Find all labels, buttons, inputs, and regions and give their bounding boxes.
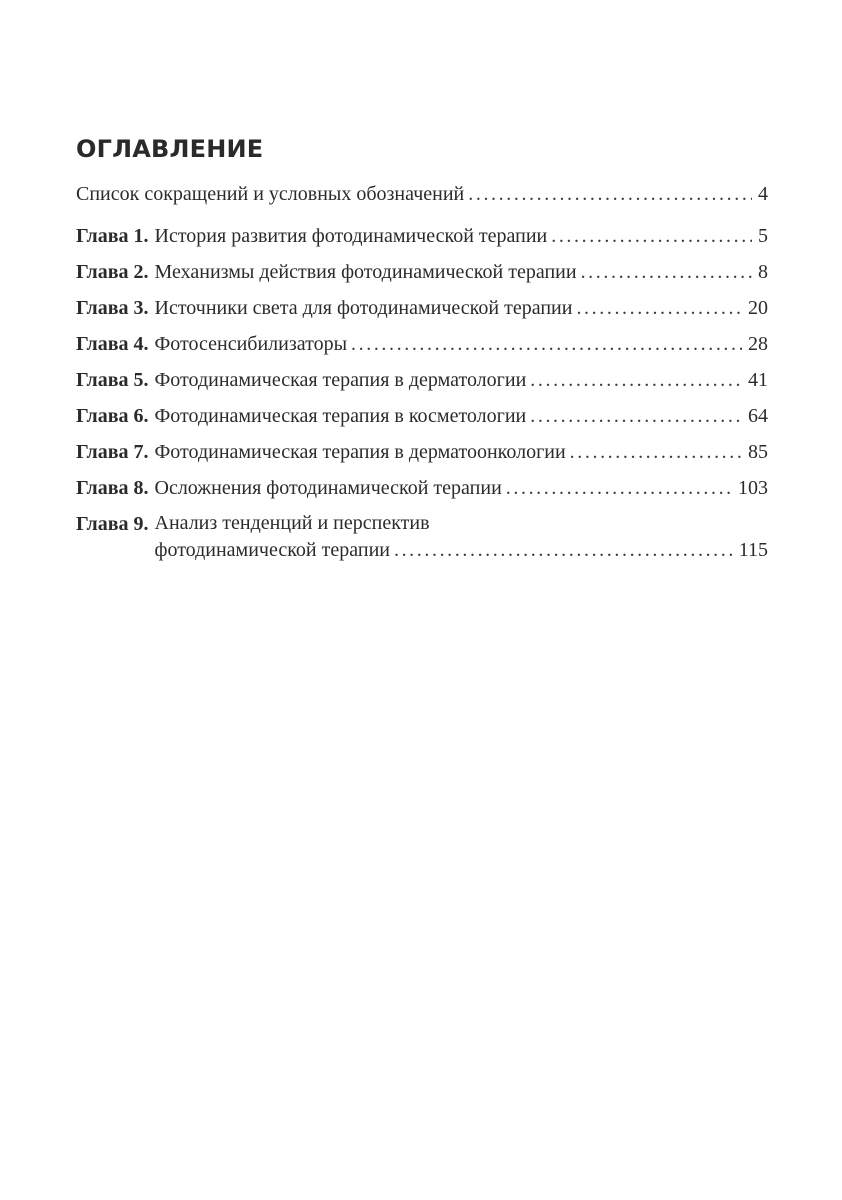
toc-page-number: 28 xyxy=(748,333,768,355)
dot-leader xyxy=(576,290,742,326)
toc-entry-label xyxy=(76,290,748,326)
table-of-contents xyxy=(76,176,768,564)
chapter-title-line-2-row xyxy=(155,536,769,564)
toc-entry-label xyxy=(76,218,758,254)
toc-entry-chapter-7[interactable] xyxy=(76,434,768,470)
toc-page-number: 115 xyxy=(738,539,768,561)
dot-leader xyxy=(394,536,733,564)
chapter-title: Осложнения фотодинамической терапии xyxy=(154,477,502,499)
chapter-title: Механизмы действия фотодинамической терапии xyxy=(154,261,577,283)
toc-entry-label xyxy=(76,176,758,212)
dot-leader xyxy=(506,470,732,506)
toc-page-number: 4 xyxy=(758,183,768,205)
toc-page-number: 64 xyxy=(748,405,768,427)
chapter-number: Глава 2. xyxy=(76,261,149,283)
toc-entry-chapter-1[interactable] xyxy=(76,218,768,254)
toc-entry-chapter-4[interactable] xyxy=(76,326,768,362)
toc-entry-chapter-9[interactable] xyxy=(76,506,768,564)
toc-entry-label xyxy=(76,434,748,470)
toc-entry-label xyxy=(76,326,748,362)
toc-entry-label xyxy=(76,398,748,434)
toc-page-number: 103 xyxy=(738,477,768,499)
chapter-title: История развития фотодинамической терапии xyxy=(154,225,548,247)
dot-leader xyxy=(351,326,742,362)
dot-leader xyxy=(581,254,752,290)
chapter-title: Фотодинамическая терапия в дерматологии xyxy=(154,369,527,391)
toc-entry-label xyxy=(76,506,768,564)
chapter-number: Глава 7. xyxy=(76,441,149,463)
chapter-number: Глава 1. xyxy=(76,225,149,247)
dot-leader xyxy=(570,434,742,470)
dot-leader xyxy=(530,398,742,434)
chapter-title-line-1: Анализ тенденций и перспектив xyxy=(154,512,430,534)
chapter-number: Глава 4. xyxy=(76,333,149,355)
chapter-number: Глава 5. xyxy=(76,369,149,391)
chapter-title-block xyxy=(155,506,769,564)
toc-page-number: 8 xyxy=(758,261,768,283)
toc-entry-chapter-6[interactable] xyxy=(76,398,768,434)
toc-entry-chapter-8[interactable] xyxy=(76,470,768,506)
toc-entry-chapter-3[interactable] xyxy=(76,290,768,326)
toc-page-number: 85 xyxy=(748,441,768,463)
toc-entry-label xyxy=(76,470,738,506)
toc-entry-abbreviations[interactable] xyxy=(76,176,768,212)
chapter-number: Глава 9. xyxy=(76,513,149,535)
toc-entry-chapter-5[interactable] xyxy=(76,362,768,398)
page-title: ОГЛАВЛЕНИЕ xyxy=(76,135,264,163)
toc-page-number: 5 xyxy=(758,225,768,247)
chapter-number: Глава 8. xyxy=(76,477,149,499)
toc-entry-label xyxy=(76,254,758,290)
toc-page-number: 41 xyxy=(748,369,768,391)
toc-entry-chapter-2[interactable] xyxy=(76,254,768,290)
chapter-number: Глава 6. xyxy=(76,405,149,427)
dot-leader xyxy=(468,176,752,212)
toc-page-number: 20 xyxy=(748,297,768,319)
dot-leader xyxy=(551,218,752,254)
chapter-title: Источники света для фотодинамической терапии xyxy=(154,297,573,319)
chapter-title: Фотодинамическая терапия в косметологии xyxy=(154,405,527,427)
chapter-number: Глава 3. xyxy=(76,297,149,319)
toc-entry-title: Список сокращений и условных обозначений xyxy=(76,183,465,205)
chapter-title-line-2: фотодинамической терапии xyxy=(154,539,390,561)
dot-leader xyxy=(530,362,742,398)
chapter-title: Фотосенсибилизаторы xyxy=(154,333,348,355)
chapter-title: Фотодинамическая терапия в дерматоонкологии xyxy=(154,441,566,463)
toc-entry-label xyxy=(76,362,748,398)
